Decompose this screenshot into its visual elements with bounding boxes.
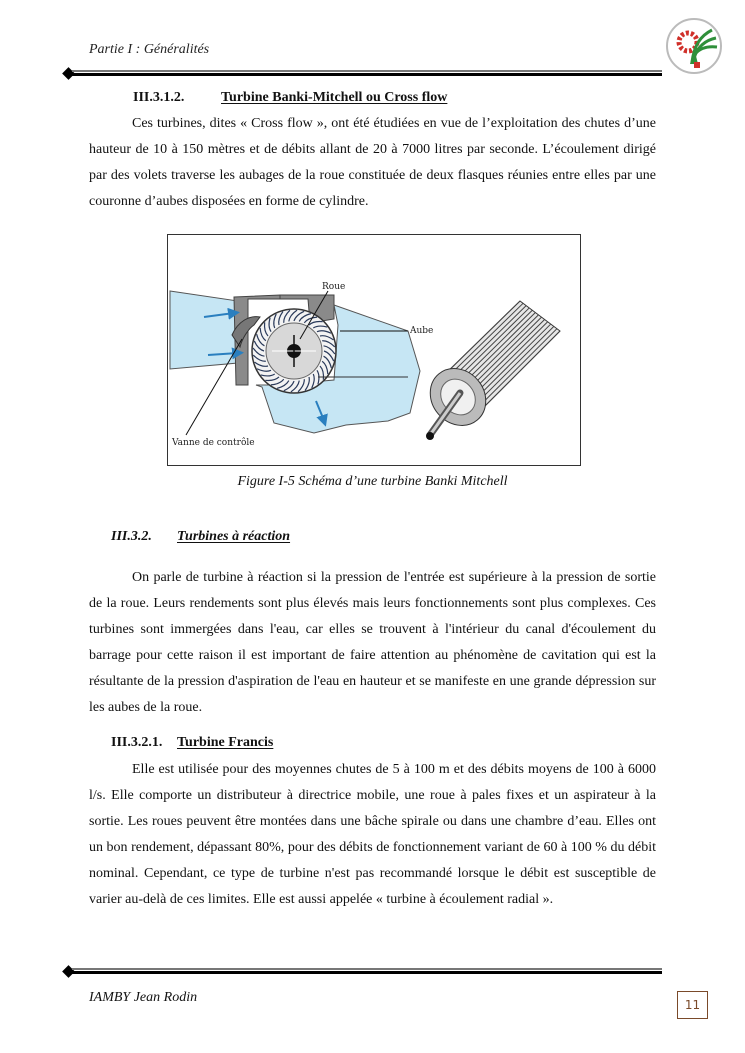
university-logo-icon (664, 16, 724, 76)
section-title: Turbines à réaction (177, 529, 291, 544)
paragraph-text: On parle de turbine à réaction si la pression de l'entrée est supérieure à la pression de sortie de la roue. Leurs rendements sont plus élevés mais leurs fonctionnements sont plus complexes. Ces turbines sont immergées dans l'eau, car elles se trouvent à l'intérieur du canal d'écoulement du barrage pour cette raison il est important de faire attention au phénomène de cavitation qui est la résultante de la pression d'aspiration de l'eau en hauteur et se manifeste en une grande dépression sur les aubes de la roue. (89, 570, 656, 715)
runner-cylinder (419, 301, 560, 440)
figure-caption: Figure I-5 Schéma d’une turbine Banki Mitchell (237, 474, 508, 489)
label-aube: Aube (410, 326, 434, 336)
paragraph-text: Elle est utilisée pour des moyennes chutes de 5 à 100 m et des débits moyens de 100 à 6000 l/s. Elle comporte un distributeur à directrice mobile, une roue à pales fixes et un aspirateur à la sortie. Les roues peuvent être montées dans une bâche spirale ou dans une chambre d’eau. Elles ont un bon rendement, dépassant 80%, pour des débits de fonctionnement variant de 60 à 100 % du débit nominal. Cependant, ce type de turbine n'est pas recommandé lorsque le débit est susceptible de varier au-delà de ces limites. Elle est aussi appelée « turbine à écoulement radial ». (89, 762, 656, 907)
section-number: III.3.2.1. (111, 735, 163, 750)
section-number: III.3.1.2. (133, 90, 185, 105)
section-heading-3-1-2 (133, 90, 447, 106)
label-vanne: Vanne de contrôle (172, 438, 255, 448)
page-number: 11 (677, 991, 708, 1019)
footer-author: IAMBY Jean Rodin (89, 990, 198, 1005)
figure-banki-mitchell (167, 234, 581, 466)
section-number: III.3.2. (111, 529, 152, 544)
section-title: Turbine Banki-Mitchell ou Cross flow (221, 90, 448, 105)
paragraph-text: Ces turbines, dites « Cross flow », ont été étudiées en vue de l’exploitation des chutes d’une hauteur de 10 à 150 mètres et de débits allant de 20 à 7000 litres par seconde. L’écoulement dirigé par des volets traverse les aubages de la roue constituée de deux flasques réunies entre elles par une couronne d’aubes disposées en forme de cylindre. (89, 116, 656, 209)
running-header: Partie I : Généralités (89, 42, 210, 57)
paragraph-cross-flow (89, 111, 656, 215)
label-roue: Roue (322, 282, 346, 292)
header-rule (62, 68, 662, 80)
turbine-diagram (168, 235, 580, 465)
paragraph-francis (89, 757, 656, 913)
section-heading-3-2 (111, 529, 290, 545)
footer-rule (62, 966, 662, 978)
water-inlet (170, 291, 238, 369)
section-title: Turbine Francis (177, 735, 274, 750)
paragraph-reaction-turbines (89, 565, 656, 721)
section-heading-3-2-1 (111, 735, 273, 751)
